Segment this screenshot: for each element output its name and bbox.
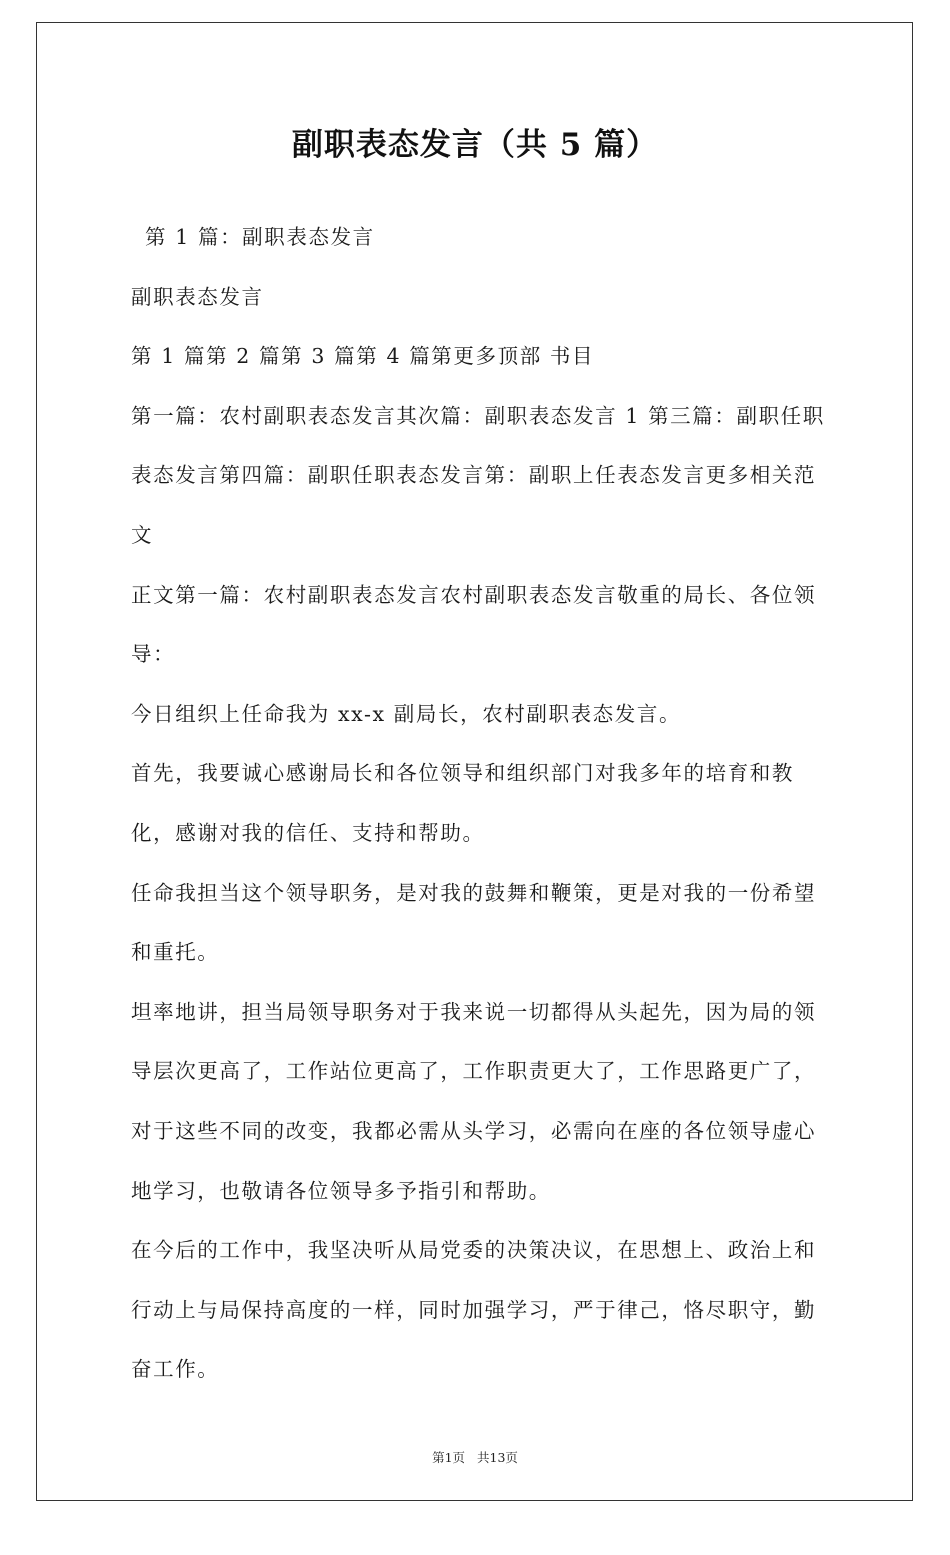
paragraph: 今日组织上任命我为 xx-x 副局长，农村副职表态发言。 <box>131 701 682 726</box>
paragraph: 副职表态发言 <box>131 284 264 309</box>
paragraph: 在今后的工作中，我坚决听从局党委的决策决议，在思想上、政治上和行动上与局保持高度的一样，同时加强学习，严于律己，恪尽职守，勤奋工作。 <box>131 1238 817 1382</box>
page-number: 第1页 <box>432 1450 466 1465</box>
paragraph-toc-list: 第一篇：农村副职表态发言其次篇：副职表态发言 1 第三篇：副职任职表态发言第四篇：副职任职表态发言第：副职上任表态发言更多相关范文 <box>131 403 825 547</box>
paragraph: 坦率地讲，担当局领导职务对于我来说一切都得从头起先，因为局的领导层次更高了，工作站位更高了，工作职责更大了，工作思路更广了，对于这些不同的改变，我都必需从头学习，必需向在座的各位领导虚心地学习，也敬请各位领导多予指引和帮助。 <box>131 999 817 1203</box>
paragraph: 任命我担当这个领导职务，是对我的鼓舞和鞭策，更是对我的一份希望和重托。 <box>131 880 817 965</box>
page-footer <box>0 1449 950 1467</box>
paragraph: 首先，我要诚心感谢局长和各位领导和组织部门对我多年的培育和教化，感谢对我的信任、支持和帮助。 <box>131 761 794 845</box>
paragraph: 正文第一篇：农村副职表态发言农村副职表态发言敬重的局长、各位领导： <box>131 582 817 667</box>
paragraph-toc-nav: 第 1 篇第 2 篇第 3 篇第 4 篇第更多顶部 书目 <box>131 344 595 369</box>
document-title: 副职表态发言（共 5 篇） <box>291 126 659 163</box>
document-body <box>131 208 831 1400</box>
section-heading: 第 1 篇：副职表态发言 <box>145 225 375 249</box>
page-count: 共13页 <box>477 1450 518 1465</box>
